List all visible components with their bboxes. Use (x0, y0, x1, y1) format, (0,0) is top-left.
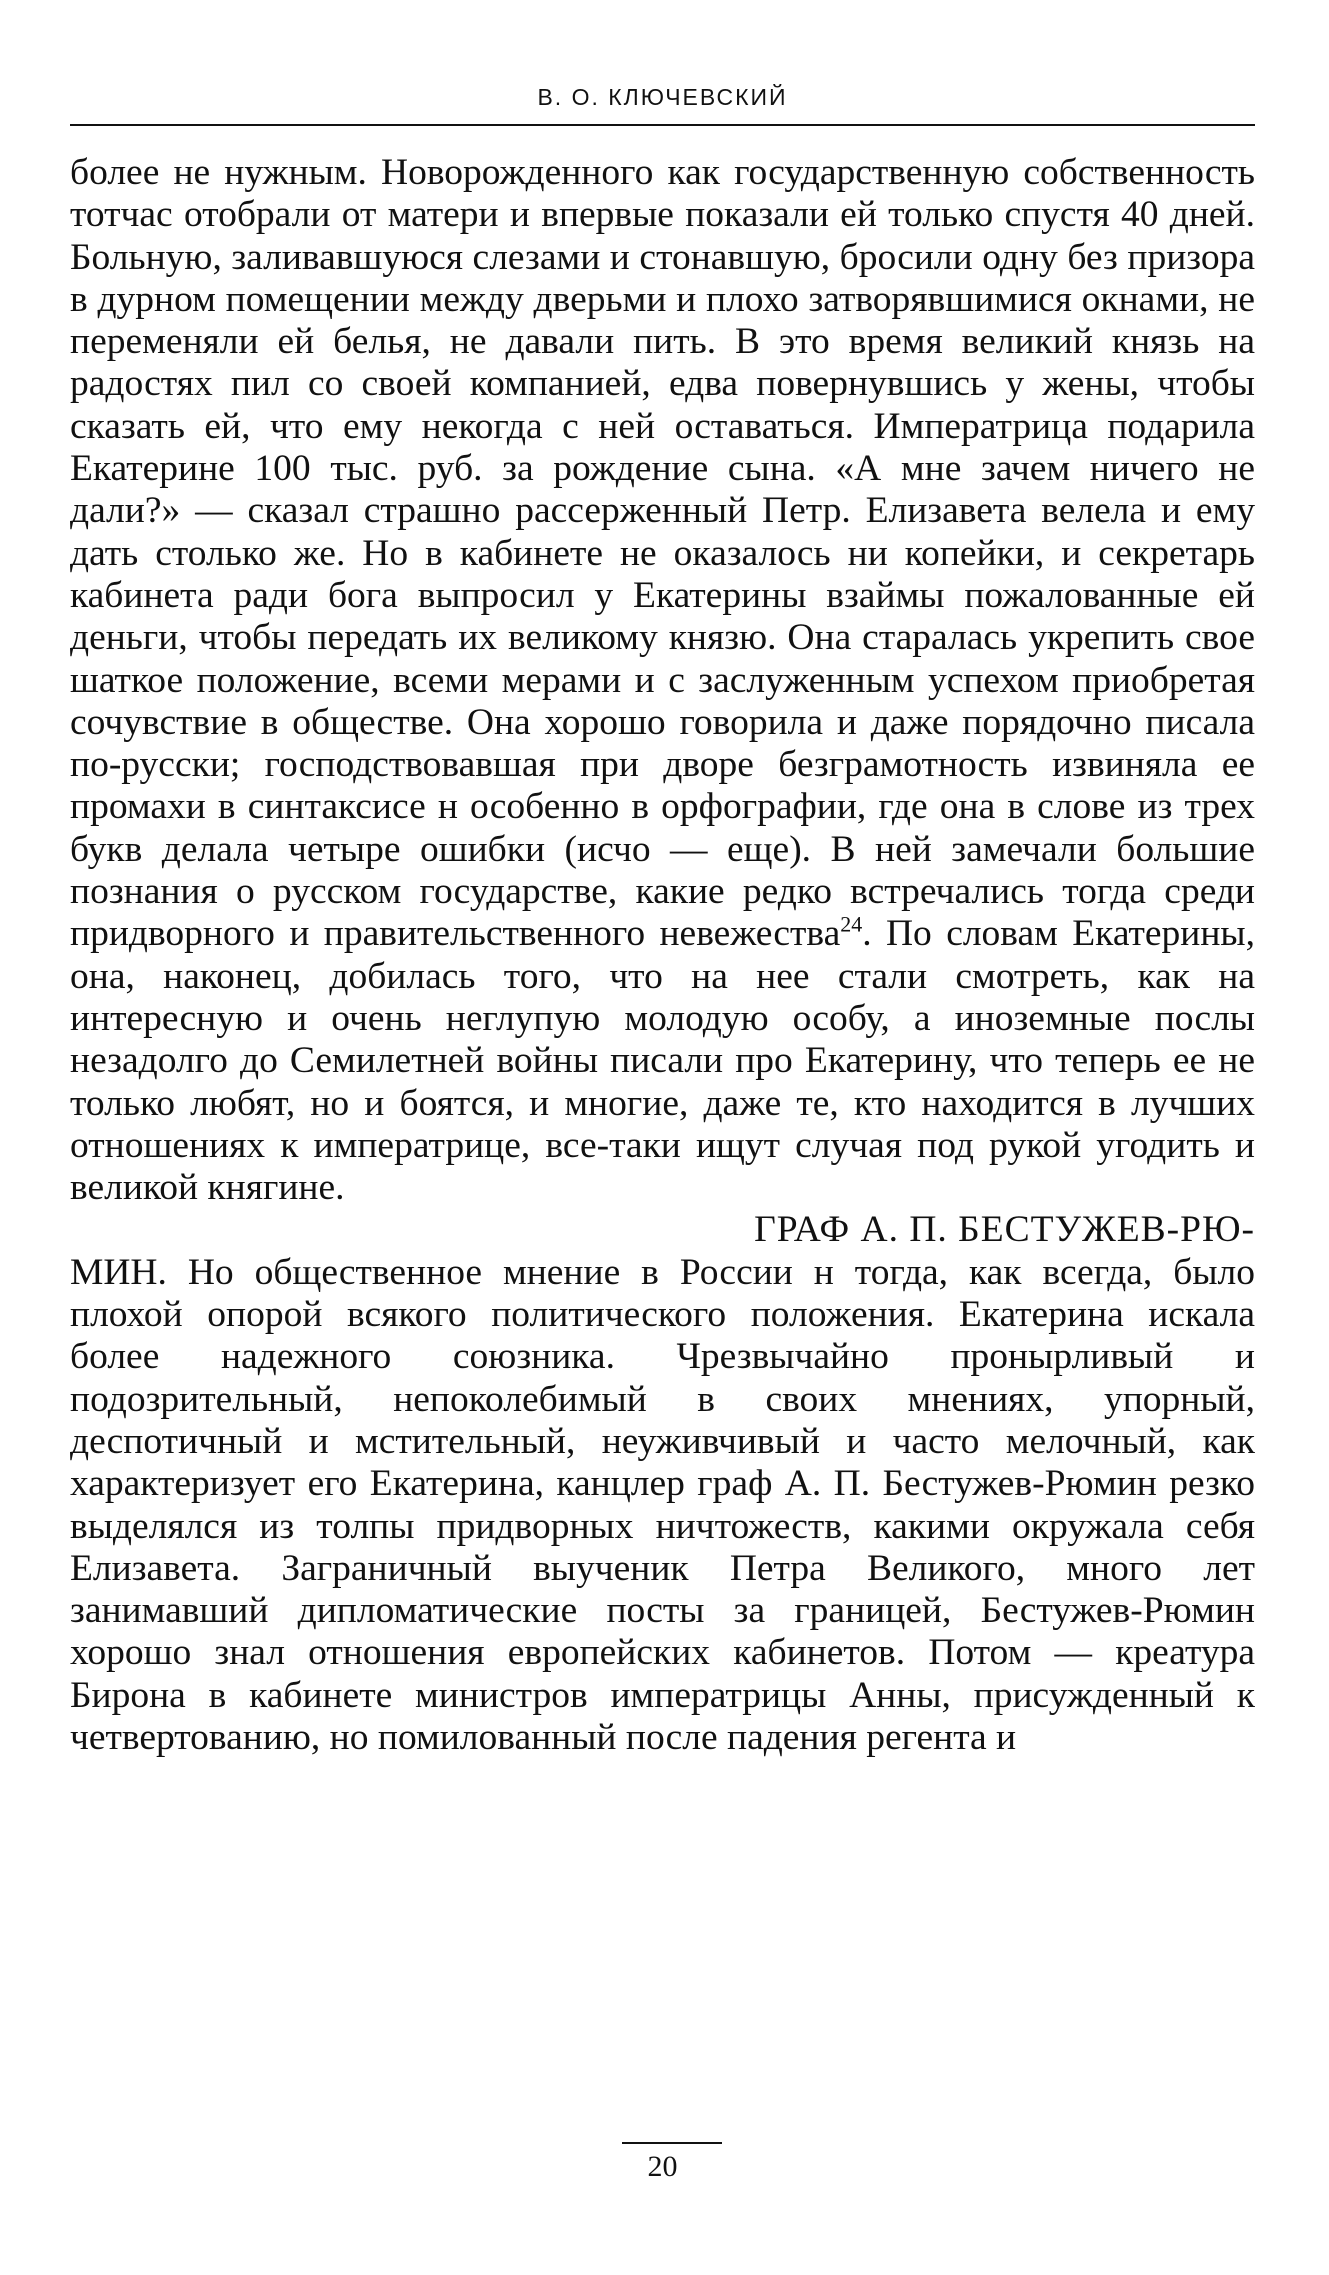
body-text (70, 152, 1255, 1759)
footer-divider (622, 2142, 722, 2144)
section-heading-continuation: МИН. (70, 1251, 167, 1293)
header-divider (70, 124, 1255, 126)
paragraph-1-text-b: . По словам Екатерины, она, наконец, добилась того, что на нее стали смотреть, как на интересную и очень неглупую молодую особу, а иноземные послы незадолго до Семилетней войны писали про Екатерину, что теперь ее не только любят, но и боятся, и многие, даже те, кто находится в лучших отношениях к императрице, все-таки ищут случая под рукой угодить и великой княгине. (70, 913, 1255, 1209)
footnote-reference[interactable]: 24 (840, 911, 863, 937)
running-head: В. О. КЛЮЧЕВСКИЙ (537, 84, 788, 110)
paragraph-1 (70, 152, 1255, 1209)
page (70, 0, 1255, 2275)
paragraph-1-text-a: более не нужным. Новорожденного как государственную собственность тотчас отобрали от матери и впервые показали ей только спустя 40 дней. Больную, заливавшуюся слезами и стонавшую, бросили одну без призора в дурном помещении между дверьми и плохо затворявшимися окнами, не переменяли ей белья, не давали пить. В это время великий князь на радостях пил со своей компанией, едва повернувшись у жены, чтобы сказать ей, что ему некогда с ней оставаться. Императрица подарила Екатерине 100 тыс. руб. за рождение сына. «А мне зачем ничего не дали?» — сказал страшно рассерженный Петр. Елизавета велела и ему дать столько же. Но в кабинете не оказалось ни копейки, и секретарь кабинета ради бога выпросил у Екатерины взаймы пожалованные ей деньги, чтобы передать их великому князю. Она старалась укрепить свое шаткое положение, всеми мерами и с заслуженным успехом приобретая сочувствие в обществе. Она хорошо говорила и даже порядочно писала по-русски; господствовавшая при дворе безграмотность извиняла ее промахи в синтаксисе н особенно в орфографии, где она в слове из трех букв делала четыре ошибки (исчо — еще). В ней замечали большие познания о русском государстве, какие редко встречались тогда среди придворного и правительственного невежества (70, 152, 1255, 955)
page-number: 20 (647, 2150, 678, 2183)
paragraph-2 (70, 1209, 1255, 1759)
section-heading: ГРАФ А. П. БЕСТУЖЕВ-РЮ- (754, 1209, 1255, 1251)
paragraph-2-text: Но общественное мнение в России н тогда, как всегда, было плохой опорой всякого политического положения. Екатерина искала более надежного союзника. Чрезвычайно пронырливый и подозрительный, непоколебимый в своих мнениях, упорный, деспотичный и мстительный, неуживчивый и часто мелочный, как характеризует его Екатерина, канцлер граф А. П. Бестужев-Рюмин резко выделялся из толпы придворных ничтожеств, какими окружала себя Елизавета. Заграничный выученик Петра Великого, много лет занимавший дипломатические посты за границей, Бестужев-Рюмин хорошо знал отношения европейских кабинетов. Потом — креатура Бирона в кабинете министров императрицы Анны, присужденный к четвертованию, но помилованный после падения регента и (70, 1251, 1255, 1758)
